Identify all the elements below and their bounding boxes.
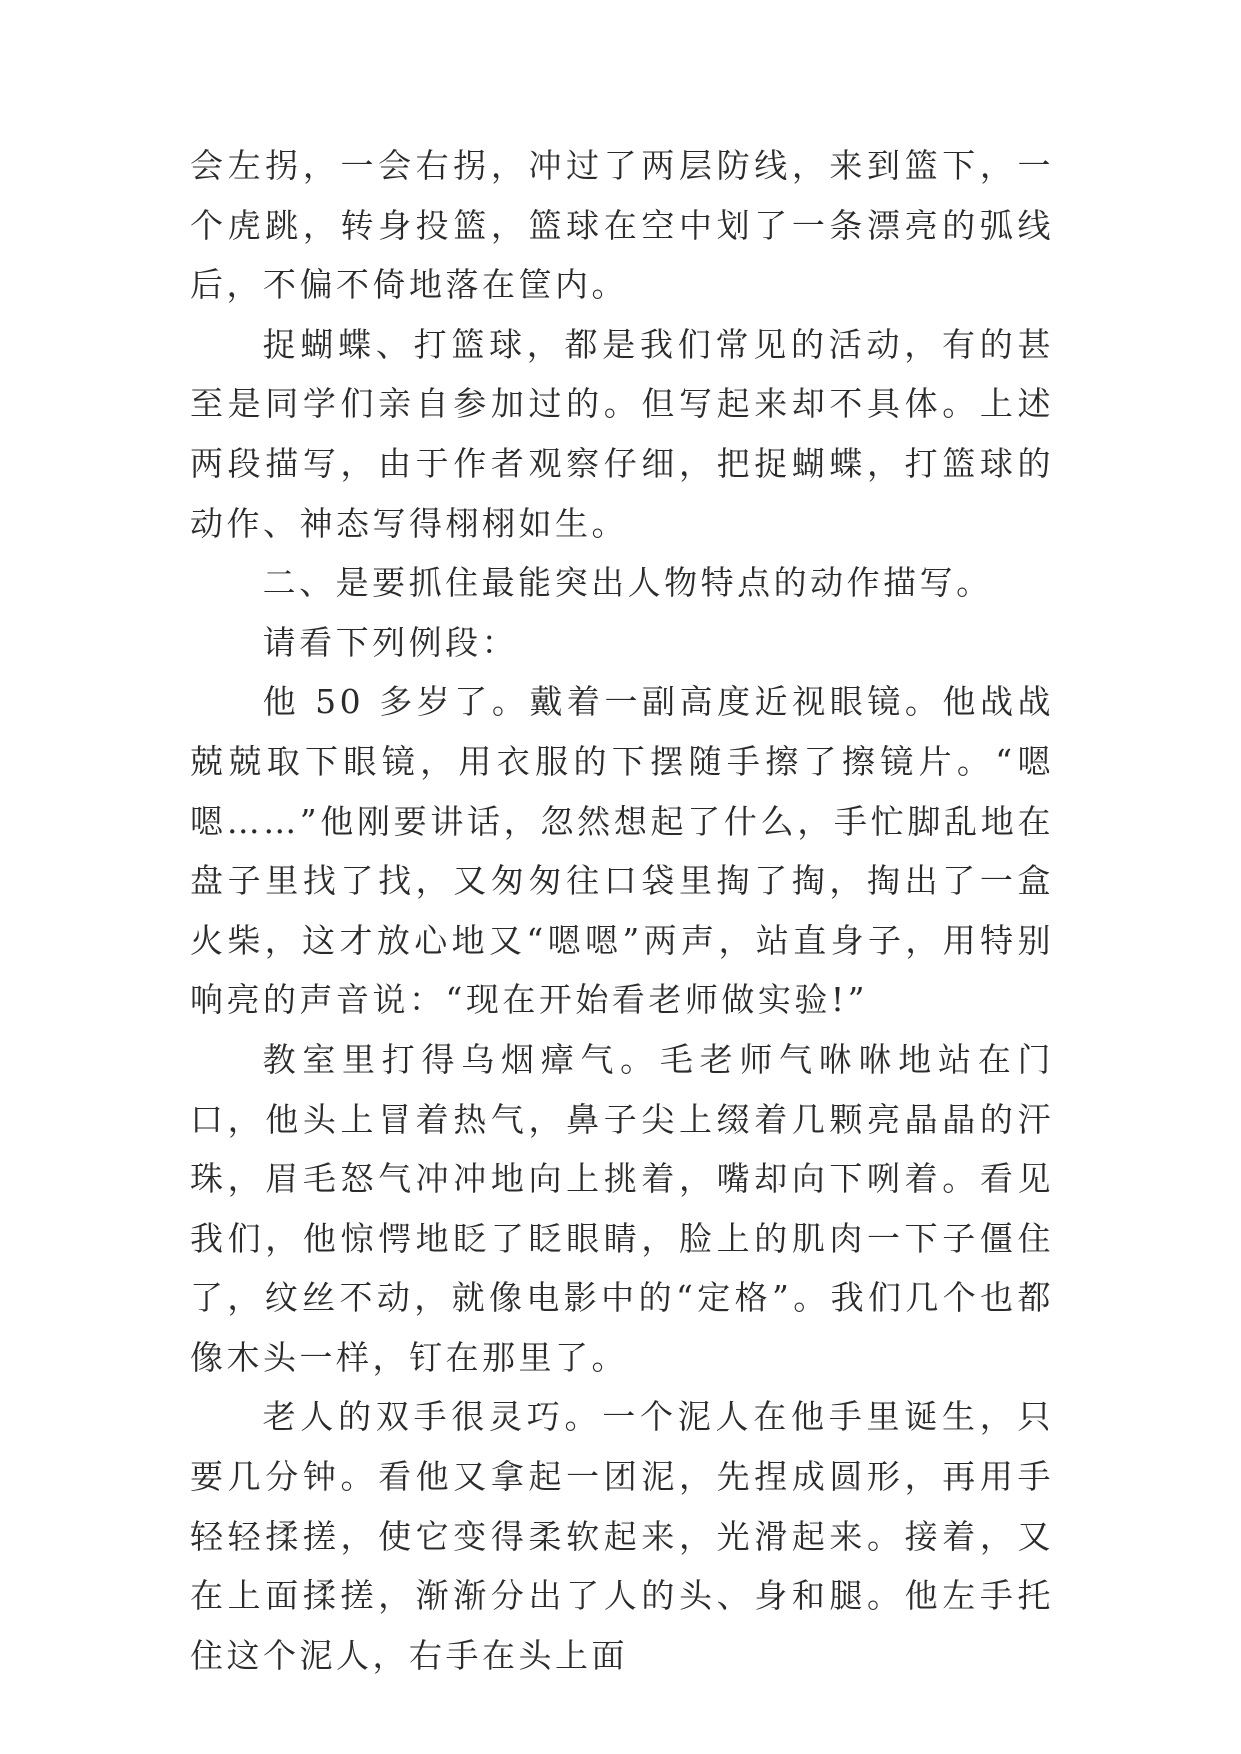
paragraph-intro: 请看下列例段：	[262, 622, 519, 662]
example-paragraph-teacher-glasses: 他 50 多岁了。戴着一副高度近视眼镜。他战战兢兢取下眼镜，用衣服的下摆随手擦了擦镜片。“嗯嗯……”他刚要讲话，忽然想起了什么，手忙脚乱地在盘子里找了找，又匆匆往口袋里掏了掏，掏出了一盒火柴，这才放心地又“嗯嗯”两声，站直身子，用特别响亮的声音说：“现在开始看老师做实验!”	[190, 682, 1054, 1020]
example-paragraph-clay-figure: 老人的双手很灵巧。一个泥人在他手里诞生，只要几分钟。看他又拿起一团泥，先捏成圆形，再用手轻轻揉搓，使它变得柔软起来，光滑起来。接着，又在上面揉搓，渐渐分出了人的头、身和腿。他左手托住这个泥人，右手在头上面	[190, 1397, 1054, 1675]
example-paragraph-classroom: 教室里打得乌烟瘴气。毛老师气咻咻地站在门口，他头上冒着热气，鼻子尖上缀着几颗亮晶晶的汗珠，眉毛怒气冲冲地向上挑着，嘴却向下咧着。看见我们，他惊愕地眨了眨眼睛，脸上的肌肉一下子僵住了，纹丝不动，就像电影中的“定格”。我们几个也都像木头一样，钉在那里了。	[190, 1039, 1054, 1377]
paragraph-observation-summary: 捉蝴蝶、打篮球，都是我们常见的活动，有的甚至是同学们亲自参加过的。但写起来却不具体。上述两段描写，由于作者观察仔细，把捉蝴蝶，打篮球的动作、神态写得栩栩如生。	[190, 324, 1054, 543]
section-heading: 二、是要抓住最能突出人物特点的动作描写。	[262, 563, 993, 603]
document-body	[190, 136, 1054, 1685]
paragraph-continued: 会左拐，一会右拐，冲过了两层防线，来到篮下，一个虎跳，转身投篮，篮球在空中划了一条漂亮的弧线后，不偏不倚地落在筐内。	[190, 146, 1054, 305]
